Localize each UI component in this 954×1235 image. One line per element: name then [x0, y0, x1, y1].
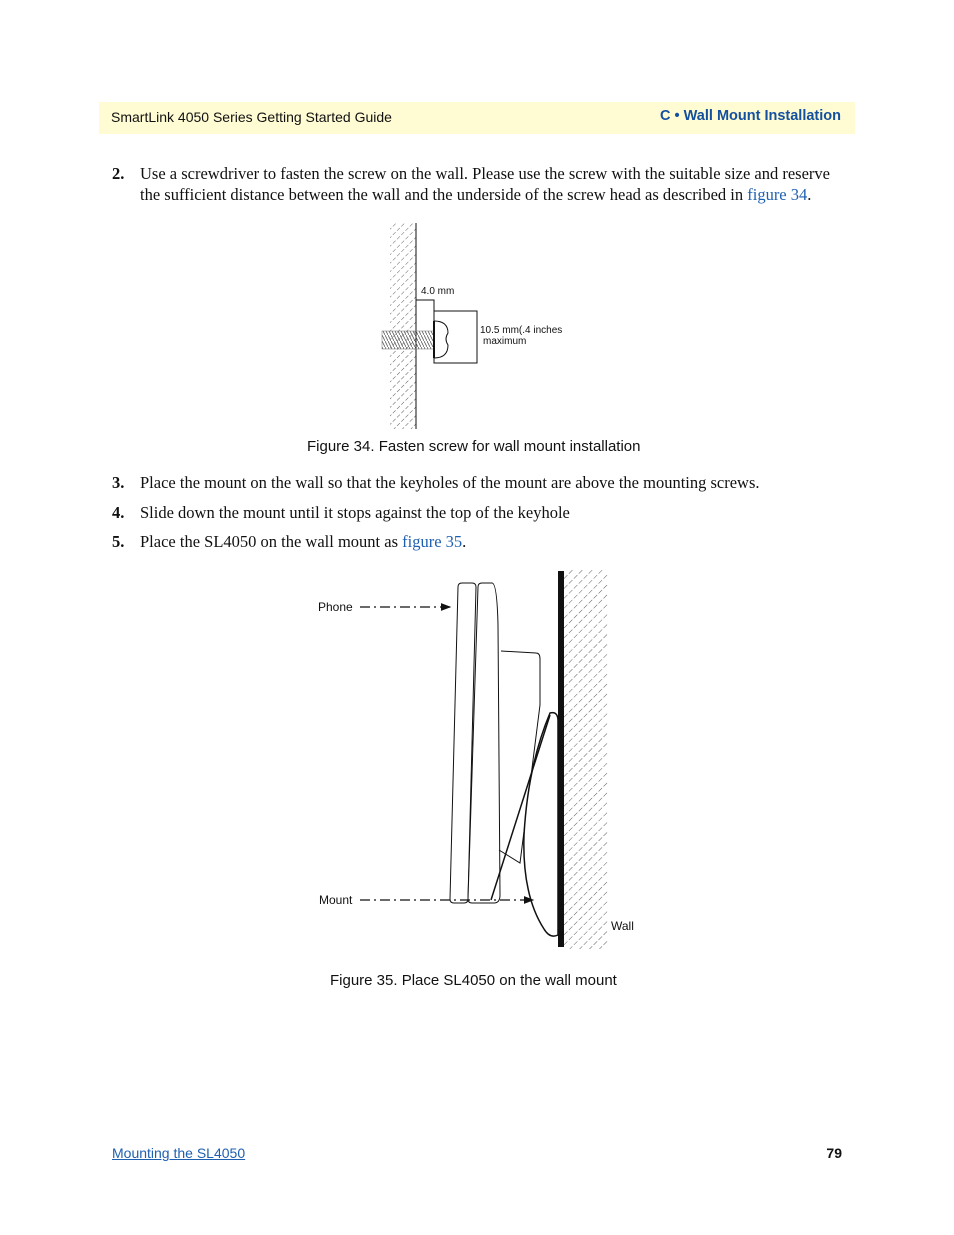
step-text: Slide down the mount until it stops against the top of the keyhole — [140, 503, 570, 522]
head-label-max: maximum — [483, 336, 527, 347]
step-text: Place the mount on the wall so that the keyholes of the mount are above the mounting screws. — [140, 473, 760, 492]
wall-mount-bracket — [524, 713, 558, 936]
wall-surface — [558, 571, 564, 947]
figure-35-diagram — [300, 565, 660, 955]
step-number: 4. — [112, 503, 125, 522]
section-title: C • Wall Mount Installation — [660, 108, 841, 124]
wall-hatch — [564, 569, 608, 949]
step-text: Place the SL4050 on the wall mount as — [140, 532, 403, 551]
guide-title: SmartLink 4050 Series Getting Started Guide — [111, 109, 392, 125]
running-header — [99, 102, 855, 134]
gap-bracket — [416, 300, 434, 311]
step-4 — [112, 502, 842, 523]
footer-section-link[interactable]: Mounting the SL4050 — [112, 1145, 246, 1161]
step-number: 2. — [112, 164, 125, 183]
step-3 — [112, 472, 842, 493]
figure-34-caption: Figure 34. Fasten screw for wall mount installation — [307, 438, 641, 455]
screw-thread — [382, 331, 434, 349]
step-5 — [112, 531, 842, 552]
step-number: 5. — [112, 532, 125, 551]
gap-label: 4.0 mm — [421, 286, 455, 297]
step-text-end: . — [462, 532, 467, 551]
step-text: Use a screwdriver to fasten the screw on the wall. Please use the screw with the suitable size and reserve the sufficient distance between the wall and the underside of the screw head as described in — [140, 164, 830, 204]
phone-label: Phone — [318, 600, 353, 614]
head-label: 10.5 mm(.4 inches — [480, 325, 563, 336]
page-number: 79 — [826, 1145, 842, 1161]
wall-hatch — [390, 223, 416, 429]
step-number: 3. — [112, 473, 125, 492]
figure-34-diagram — [370, 215, 590, 435]
step-text-end: . — [807, 185, 812, 204]
figure-35-caption: Figure 35. Place SL4050 on the wall mount — [330, 972, 617, 989]
figure-34-link[interactable]: figure 34 — [747, 185, 808, 204]
step-2 — [112, 163, 842, 205]
screw-head — [434, 321, 448, 358]
mount-label: Mount — [319, 893, 353, 907]
figure-35-link[interactable]: figure 35 — [402, 532, 463, 551]
wall-label: Wall — [611, 919, 634, 933]
